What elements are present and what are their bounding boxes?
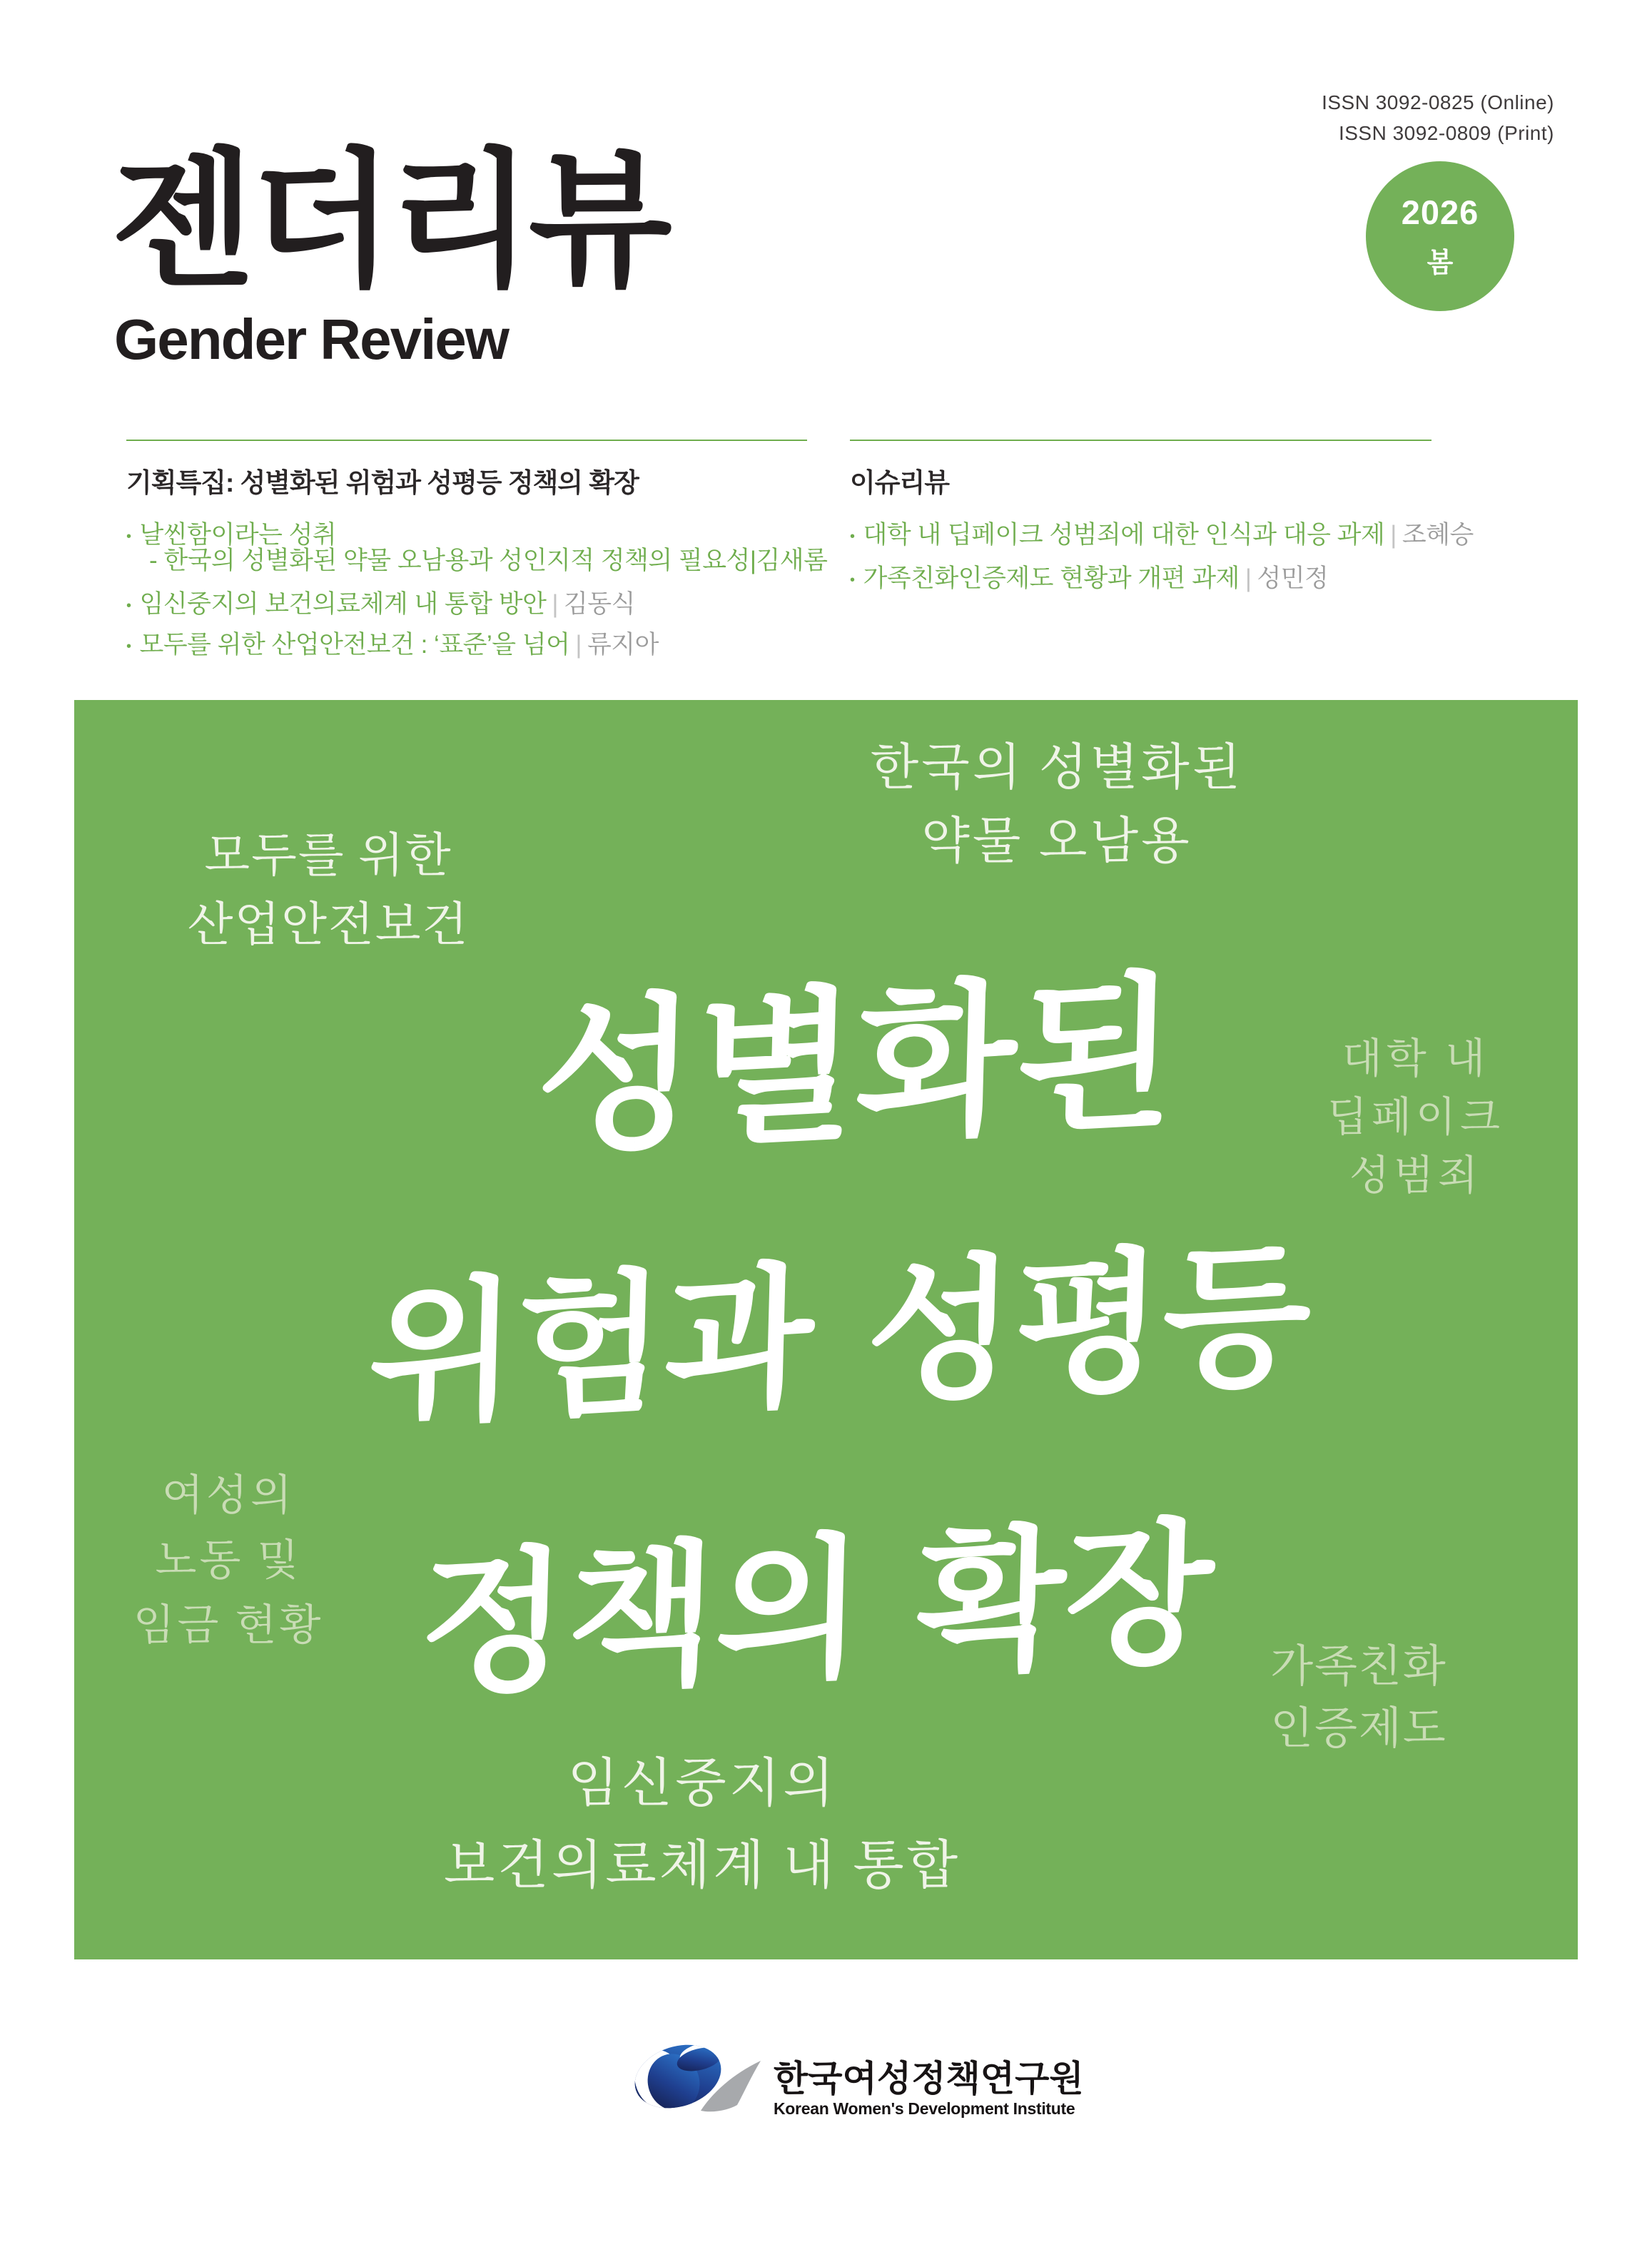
author-separator: |: [749, 547, 756, 574]
section-rule: [850, 440, 1431, 441]
cover-topic-osh: [157, 821, 500, 960]
cover-topic-family: [1230, 1636, 1487, 1760]
cover-topic-line: 성범죄: [1349, 1152, 1483, 1199]
badge-season: 봄: [1427, 248, 1454, 278]
cover-topic-line: 보건의료체계 내 통합: [443, 1837, 961, 1895]
toc-item: [850, 559, 1328, 594]
cover-topic-line: 임신중지의: [567, 1755, 837, 1813]
item-title: 날씬함이라는 성취: [139, 521, 337, 549]
toc-item-subtitle: [149, 541, 827, 577]
issn-block: [1322, 87, 1554, 148]
cover-topic-deepfake: [1245, 1030, 1578, 1205]
cover-headline-line-3: 정책의 확장: [417, 1501, 1216, 1717]
cover-topic-line: 인증제도: [1270, 1705, 1447, 1753]
cover-topic-line: 약물 오남용: [921, 814, 1192, 869]
bullet-icon: •: [850, 572, 855, 588]
feature-section-header: 기획특집: 성별화된 위험과 성평등 정책의 확장: [126, 468, 639, 497]
issue-badge: [1366, 161, 1514, 311]
cover-topic-line: 딥페이크: [1327, 1094, 1505, 1140]
cover-topic-line: 가족친화: [1270, 1643, 1447, 1691]
cover-art-panel: [74, 700, 1578, 1959]
badge-year: 2026: [1401, 193, 1479, 231]
item-title: 가족친화인증제도 현황과 개편 과제: [863, 564, 1240, 592]
cover-topic-line: 모두를 위한: [204, 830, 452, 882]
author-separator: |: [1390, 521, 1397, 549]
cover-topic-line: 여성의: [162, 1472, 295, 1519]
bullet-icon: •: [126, 529, 131, 544]
cover-topic-line: 대학 내: [1342, 1035, 1490, 1082]
publisher-name-block: [774, 2044, 1084, 2117]
cover-topic-line: 한국의 성별화된: [870, 741, 1244, 796]
publisher-name-english: Korean Women's Development Institute: [774, 2099, 1075, 2118]
item-author: 조혜승: [1402, 521, 1474, 549]
bullet-icon: •: [850, 529, 855, 544]
cover-topic-drug: [804, 731, 1310, 878]
issn-online-line: ISSN 3092-0825 (Online): [1322, 91, 1554, 113]
issue-review-section-header: 이슈리뷰: [850, 468, 949, 497]
item-author: 성민정: [1257, 564, 1329, 592]
kwdi-logo-icon: [627, 2044, 762, 2112]
magazine-title-english: Gender Review: [114, 308, 509, 371]
publisher-name-korean: 한국여성정책연구원: [774, 2059, 1084, 2099]
magazine-title-korean: 젠더리뷰: [111, 138, 668, 304]
toc-item: [850, 515, 1474, 551]
bullet-icon: •: [126, 598, 131, 614]
item-title: 모두를 위한 산업안전보건 : ‘표준’을 넘어: [139, 631, 570, 659]
item-title: 임신중지의 보건의료체계 내 통합 방안: [139, 590, 547, 618]
cover-topic-labor: [78, 1464, 378, 1658]
item-author: 류지아: [587, 631, 659, 659]
section-rule: [126, 440, 807, 441]
cover-topic-line: 임금 현황: [133, 1602, 324, 1649]
item-subtitle: - 한국의 성별화된 약물 오남용과 성인지적 정책의 필요성: [149, 547, 750, 574]
issn-print-line: ISSN 3092-0809 (Print): [1338, 122, 1554, 144]
author-separator: |: [575, 631, 582, 659]
item-author: 김새롬: [756, 547, 828, 574]
author-separator: |: [1245, 564, 1252, 592]
item-title: 대학 내 딥페이크 성범죄에 대한 인식과 대응 과제: [863, 521, 1385, 549]
cover-headline-line-2: 위험과 성평등: [366, 1223, 1314, 1446]
toc-item: [126, 584, 635, 620]
toc-item: [126, 625, 659, 661]
bullet-icon: •: [126, 639, 131, 654]
item-author: 김동식: [563, 590, 635, 618]
cover-topic-abortion: [345, 1743, 1059, 1907]
cover-headline-line-1: 성별화된: [534, 953, 1179, 1177]
cover-topic-line: 산업안전보건: [187, 899, 470, 951]
author-separator: |: [552, 590, 558, 618]
publisher-logo: [627, 2044, 1084, 2117]
cover-topic-line: 노동 및: [155, 1537, 302, 1584]
